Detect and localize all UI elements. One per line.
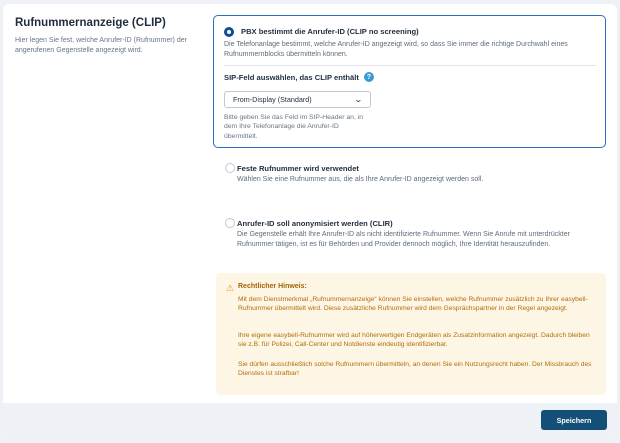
sip-field-select-value: From-Display (Standard) <box>233 95 312 104</box>
option-fixed-number[interactable] <box>213 159 606 199</box>
save-button[interactable]: Speichern <box>541 410 607 430</box>
option-fixed-number-title[interactable]: Feste Rufnummer wird verwendet <box>237 164 359 173</box>
option-pbx-clip-title[interactable]: PBX bestimmt die Anrufer-ID (CLIP no screening) <box>241 27 419 36</box>
option-clir-title[interactable]: Anrufer-ID soll anonymisiert werden (CLIR) <box>237 219 393 228</box>
legal-notice-paragraph: Ihre eigene easybell-Rufnummer wird auf höherwertigen Endgeräten als Zusatzinformation angezeigt. Dadurch bleiben sie z.B. für Polizei, Call-Center und Notdienste eindeutig identifizierbar. <box>238 332 590 349</box>
option-pbx-clip-description: Die Telefonanlage bestimmt, welche Anrufer-ID angezeigt wird, so dass Sie immer die richtige Durchwahl eines Rufnummernblocks übermitteln können. <box>224 41 568 58</box>
radio-clir[interactable] <box>225 218 235 228</box>
radio-pbx-clip[interactable] <box>224 27 234 37</box>
option-clir[interactable] <box>213 214 606 254</box>
divider <box>224 65 596 66</box>
legal-notice-paragraph: Sie dürfen ausschließlich solche Rufnummern übermitteln, an denen Sie ein Nutzungsrecht haben. Der Missbrauch des Dienstes ist strafbar! <box>238 361 592 378</box>
sip-field-hint: Bitte geben Sie das Feld im SIP-Header an, in dem Ihre Telefonanlage die Anrufer-ID übermittelt. <box>224 114 364 140</box>
settings-card <box>3 4 617 438</box>
help-icon[interactable]: ? <box>364 72 374 82</box>
option-clir-description: Die Gegenstelle erhält Ihre Anrufer-ID als nicht identifizierte Rufnummer. Wenn Sie Anrufe mit unterdrückter Rufnummer tätigen, ist es für Behörden und Provider dennoch möglich, Ihre Identität herauszufinden. <box>237 231 570 248</box>
warning-icon: ⚠ <box>226 283 235 293</box>
section-intro <box>15 17 200 55</box>
option-fixed-number-description: Wählen Sie eine Rufnummer aus, die als Ihre Anrufer-ID angezeigt werden soll. <box>237 176 484 183</box>
legal-notice-title: Rechtlicher Hinweis: <box>238 283 307 290</box>
sip-field-label <box>224 72 374 82</box>
option-pbx-clip[interactable] <box>213 15 606 148</box>
chevron-down-icon: ⌄ <box>353 95 364 104</box>
section-title: Rufnummernanzeige (CLIP) <box>15 17 166 29</box>
radio-fixed-number[interactable] <box>225 163 235 173</box>
form-footer <box>3 403 617 438</box>
legal-notice <box>216 273 606 395</box>
section-description: Hier legen Sie fest, welche Anrufer-ID (Rufnummer) der angerufenen Gegenstelle angezeigt wird. <box>15 37 187 54</box>
sip-field-select[interactable] <box>224 91 371 108</box>
legal-notice-paragraph: Mit dem Dienstmerkmal „Rufnummernanzeige“ können Sie einstellen, welche Rufnummer zusätzlich zu Ihrer easybell-Rufnummer übermittelt wird. Diese zusätzliche Rufnummer wird dem Gesprächspartner in der Regel angezeigt. <box>238 296 588 313</box>
sip-field-label-text: SIP-Feld auswählen, das CLIP enthält <box>224 72 359 82</box>
